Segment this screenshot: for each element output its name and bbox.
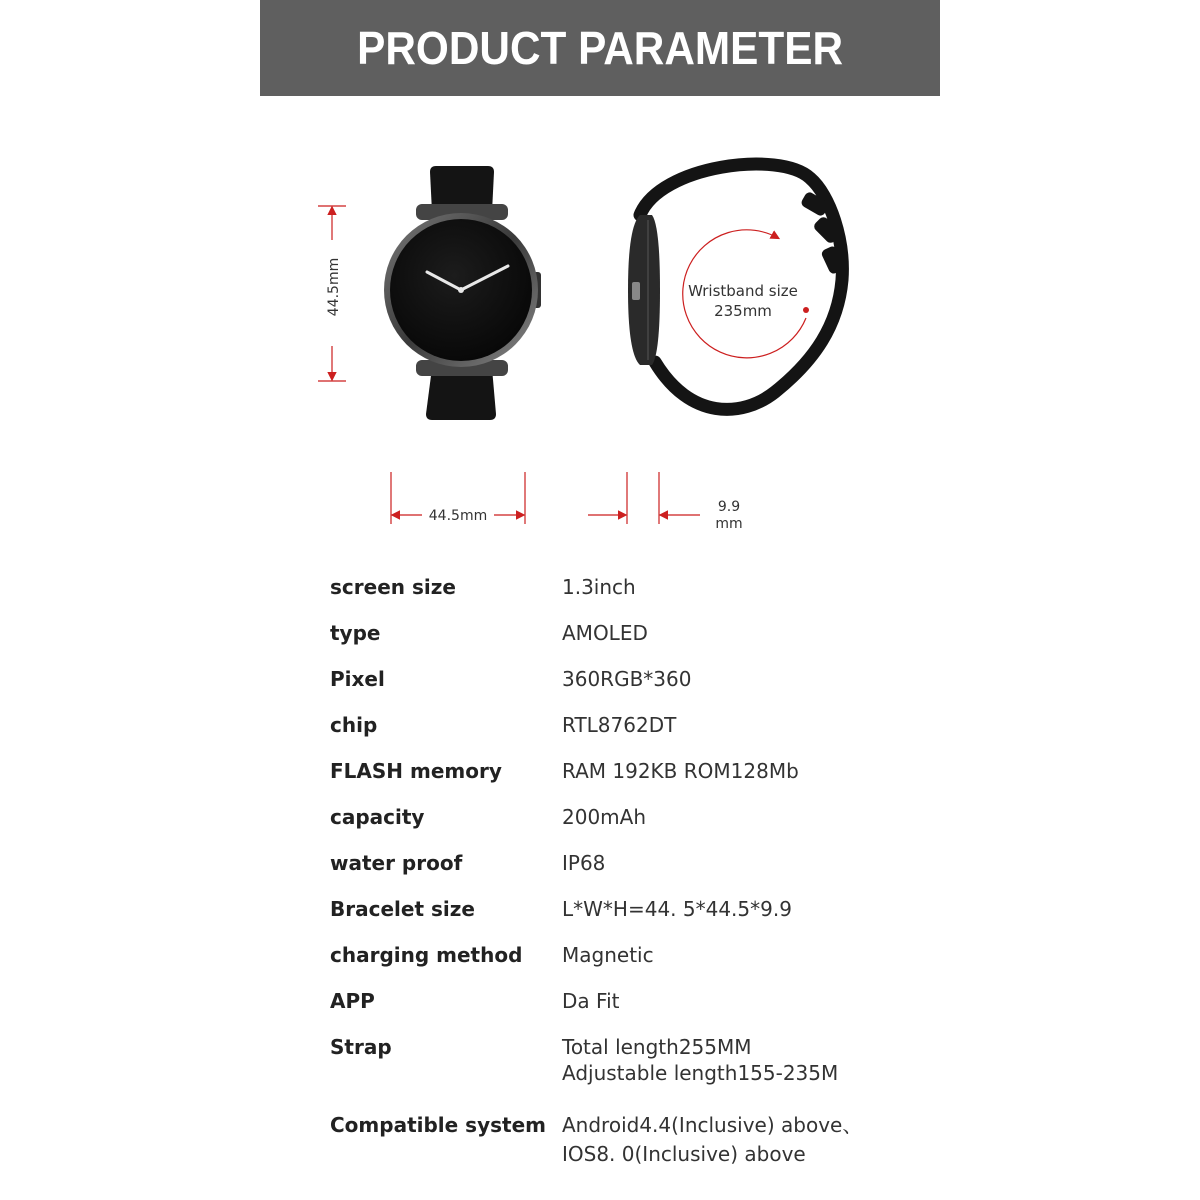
spec-value-line: Adjustable length155-235M <box>562 1061 839 1085</box>
height-dimension <box>318 206 346 381</box>
spec-value <box>562 1034 838 1086</box>
spec-label: Strap <box>330 1035 392 1059</box>
spec-row <box>330 942 654 968</box>
width-label: 44.5mm <box>428 508 488 524</box>
spec-row <box>330 988 619 1014</box>
spec-value-line: Da Fit <box>562 989 620 1013</box>
spec-value-line: RAM 192KB ROM128Mb <box>562 759 799 783</box>
spec-value <box>562 988 619 1014</box>
spec-value <box>562 896 792 922</box>
spec-value-line: 360RGB*360 <box>562 667 692 691</box>
spec-row <box>330 574 636 600</box>
watch-front-hand-hub <box>458 287 464 293</box>
spec-value-line: RTL8762DT <box>562 713 677 737</box>
spec-label: chip <box>330 713 378 737</box>
spec-value <box>562 666 691 692</box>
spec-row <box>330 666 691 692</box>
spec-value <box>562 620 648 646</box>
spec-label: capacity <box>330 805 425 829</box>
spec-row <box>330 712 676 738</box>
wristband-size-indicator <box>683 230 809 358</box>
spec-value <box>562 942 654 968</box>
spec-row <box>330 1034 838 1086</box>
spec-value <box>562 804 646 830</box>
product-dimension-figure <box>0 0 1200 560</box>
spec-value-line: 200mAh <box>562 805 647 829</box>
spec-row <box>330 804 646 830</box>
spec-value <box>562 712 676 738</box>
spec-row <box>330 758 799 784</box>
spec-row <box>330 850 605 876</box>
spec-label: water proof <box>330 851 463 875</box>
spec-row <box>330 896 792 922</box>
spec-label: Pixel <box>330 667 385 691</box>
thickness-unit: mm <box>715 516 743 532</box>
spec-label: screen size <box>330 575 456 599</box>
spec-value <box>562 1112 862 1167</box>
spec-row <box>330 1112 862 1167</box>
spec-value <box>562 850 605 876</box>
height-label: 44.5mm <box>326 257 342 317</box>
spec-label: FLASH memory <box>330 759 502 783</box>
spec-label: type <box>330 621 381 645</box>
spec-value-line: L*W*H=44. 5*44.5*9.9 <box>562 897 792 921</box>
spec-value-line: IP68 <box>562 851 606 875</box>
spec-value <box>562 574 636 600</box>
spec-label: charging method <box>330 943 523 967</box>
spec-value <box>562 758 799 784</box>
wristband-label-line1: Wristband size <box>688 282 798 300</box>
spec-value-line: Total length255MM <box>562 1035 752 1059</box>
spec-label: Bracelet size <box>330 897 475 921</box>
thickness-value: 9.9 <box>717 499 741 515</box>
spec-label: Compatible system <box>330 1113 546 1137</box>
spec-value-line: Magnetic <box>562 943 654 967</box>
page-title: PRODUCT PARAMETER <box>357 22 843 74</box>
spec-value-line: Android4.4(Inclusive) above、 <box>562 1113 863 1137</box>
watch-side-button <box>632 282 640 300</box>
spec-value-line: 1.3inch <box>562 575 636 599</box>
spec-value-line: IOS8. 0(Inclusive) above <box>562 1142 806 1166</box>
spec-label: APP <box>330 989 375 1013</box>
spec-value-line: AMOLED <box>562 621 648 645</box>
thickness-dimension <box>588 472 743 532</box>
spec-row <box>330 620 648 646</box>
width-dimension <box>391 472 525 524</box>
watch-front-image <box>384 166 541 420</box>
wristband-label-line2: 235mm <box>714 302 772 320</box>
